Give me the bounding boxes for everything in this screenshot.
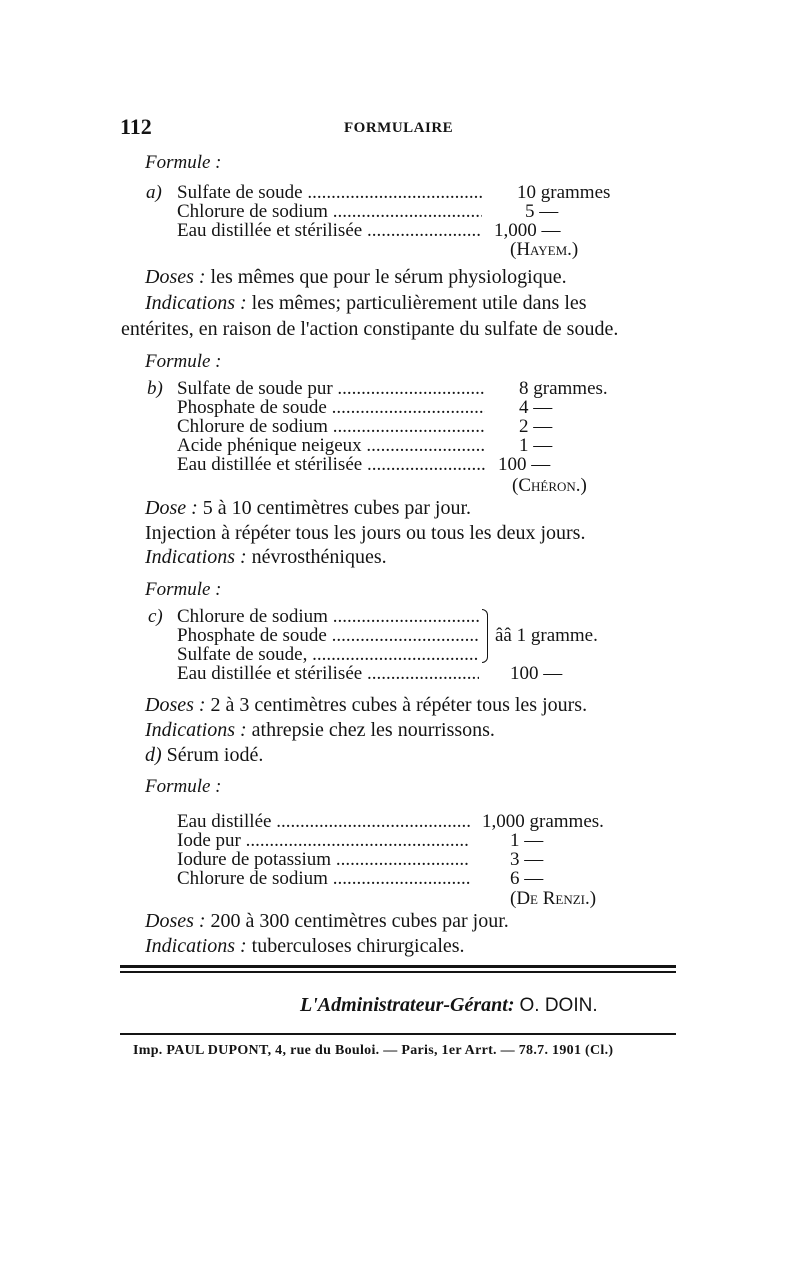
formule-label-c: Formule : (145, 579, 222, 600)
formula-letter-a: a) (146, 182, 162, 203)
dose-line-b (145, 497, 471, 520)
doses-line-c (145, 694, 587, 717)
ingredient-name: Phosphate de soude ..... (177, 626, 479, 645)
ingredient-name: Eau distillée et stérilisée ..... (177, 455, 485, 474)
indications-text: athrepsie chez les nourrissons. (251, 719, 495, 741)
grouping-brace (482, 609, 488, 663)
doses-line-a (145, 266, 567, 289)
ingredient-quantity: 1,000 — (494, 220, 561, 241)
ingredient-quantity: 8 grammes. (519, 378, 608, 399)
formula-source-b: (Chéron.) (512, 475, 587, 496)
indications-line-a (145, 292, 587, 315)
indications-label: Indications : (145, 935, 247, 957)
ingredient-name: Chlorure de sodium ..... (177, 202, 482, 221)
double-rule-bottom (120, 971, 676, 973)
serum-letter: d) (145, 744, 162, 766)
ingredient-name: Sulfate de soude pur ..... (177, 379, 485, 398)
indications-line-d (145, 935, 465, 958)
ingredient-name: Eau distillée ..... (177, 812, 470, 831)
serum-heading-d (145, 744, 263, 767)
ingredient-quantity: 5 — (525, 201, 559, 222)
doses-text: les mêmes que pour le sérum physiologique. (210, 266, 567, 288)
ingredient-name: Eau distillée et stérilisée ..... (177, 664, 479, 683)
formula-letter-b: b) (147, 378, 163, 399)
administrator-label: L'Administrateur-Gérant: (300, 994, 515, 1016)
ingredient-name: Phosphate de soude ..... (177, 398, 485, 417)
ingredient-quantity: 100 — (498, 454, 551, 475)
administrator-name: O. DOIN. (519, 995, 598, 1016)
ingredient-quantity: 4 — (519, 397, 553, 418)
printer-imprint: Imp. PAUL DUPONT, 4, rue du Bouloi. — Paris, 1er Arrt. — 78.7. 1901 (Cl.) (133, 1043, 614, 1058)
ingredient-name: Sulfate de soude ..... (177, 183, 482, 202)
imprint-rule (120, 1033, 676, 1035)
indications-line-b (145, 546, 387, 569)
doses-text: 200 à 300 centimètres cubes par jour. (210, 910, 509, 932)
ingredient-quantity: 100 — (510, 663, 563, 684)
ingredient-quantity: 10 grammes (517, 182, 611, 203)
ingredient-name: Sulfate de soude, ..... (177, 645, 479, 664)
indications-text: les mêmes; particulièrement utile dans les (251, 292, 587, 314)
group-quantity: ââ 1 gramme. (495, 625, 598, 646)
doses-line-d (145, 910, 509, 933)
formule-label-a: Formule : (145, 152, 222, 173)
ingredient-quantity: 1 — (510, 830, 544, 851)
running-title: FORMULAIRE (344, 120, 454, 136)
ingredient-name: Chlorure de sodium ..... (177, 869, 470, 888)
doses-text: 2 à 3 centimètres cubes à répéter tous les jours. (210, 694, 588, 716)
ingredient-name: Eau distillée et stérilisée ..... (177, 221, 482, 240)
injection-line-b: Injection à répéter tous les jours ou tous les deux jours. (145, 522, 586, 544)
doses-label: Doses : (145, 266, 206, 288)
page-number: 112 (120, 114, 152, 139)
indications-line-c (145, 719, 495, 742)
ingredient-name: Iodure de potassium ..... (177, 850, 470, 869)
double-rule-top (120, 965, 676, 968)
formule-label-d: Formule : (145, 776, 222, 797)
formula-source-a: (Hayem.) (510, 239, 579, 260)
dose-label: Dose : (145, 497, 198, 519)
formule-label-b: Formule : (145, 351, 222, 372)
ingredient-quantity: 2 — (519, 416, 553, 437)
dose-text: 5 à 10 centimètres cubes par jour. (202, 497, 472, 519)
indications-continuation-a: entérites, en raison de l'action constipante du sulfate de soude. (121, 318, 619, 340)
ingredient-quantity: 1,000 grammes. (482, 811, 604, 832)
ingredient-name: Chlorure de sodium ..... (177, 607, 479, 626)
doses-label: Doses : (145, 910, 206, 932)
doses-label: Doses : (145, 694, 206, 716)
ingredient-quantity: 1 — (519, 435, 553, 456)
ingredient-quantity: 3 — (510, 849, 544, 870)
formula-source-d: (De Renzi.) (510, 888, 597, 909)
indications-label: Indications : (145, 292, 247, 314)
indications-label: Indications : (145, 719, 247, 741)
indications-text: névrosthéniques. (251, 546, 387, 568)
formula-letter-c: c) (148, 606, 163, 627)
ingredient-name: Acide phénique neigeux ..... (177, 436, 485, 455)
ingredient-quantity: 6 — (510, 868, 544, 889)
ingredient-name: Chlorure de sodium ..... (177, 417, 485, 436)
ingredient-name: Iode pur ..... (177, 831, 470, 850)
administrator-line (300, 994, 598, 1017)
indications-label: Indications : (145, 546, 247, 568)
serum-title: Sérum iodé. (166, 744, 264, 766)
indications-text: tuberculoses chirurgicales. (251, 935, 465, 957)
